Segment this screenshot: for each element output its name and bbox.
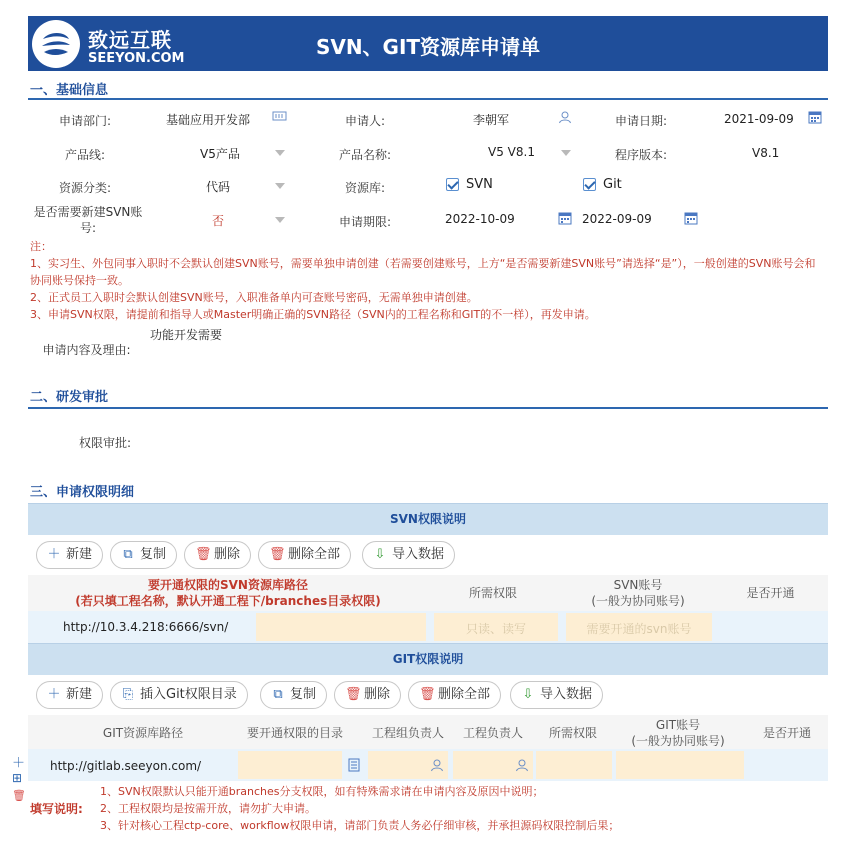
user-picker-icon[interactable] bbox=[430, 758, 444, 772]
git-import-label: 导入数据 bbox=[540, 687, 593, 702]
svn-perm-placeholder: 只读、读写 bbox=[465, 622, 526, 636]
period-end-field[interactable]: 2022-09-09 bbox=[582, 212, 652, 226]
svn-delete-label: 删除 bbox=[214, 547, 241, 562]
user-picker-icon[interactable] bbox=[515, 758, 529, 772]
git-account-header bbox=[613, 717, 743, 749]
reason-textarea[interactable]: 功能开发需要 bbox=[150, 328, 223, 342]
logo-text-cn: 致远互联 bbox=[88, 28, 172, 52]
git-group-owner-input[interactable] bbox=[368, 751, 448, 779]
git-dir-header: 要开通权限的目录 bbox=[246, 726, 343, 740]
svn-checkbox[interactable] bbox=[446, 178, 459, 191]
svn-account-placeholder: 需要开通的svn账号 bbox=[586, 622, 692, 636]
period-start-field[interactable]: 2022-10-09 bbox=[445, 212, 515, 226]
git-owner-input[interactable] bbox=[453, 751, 533, 779]
chevron-down-icon[interactable] bbox=[275, 150, 285, 156]
git-insert-dir-label: 插入Git权限目录 bbox=[140, 687, 237, 702]
trash-icon: 🗑 bbox=[195, 547, 212, 562]
git-delete-all-label: 删除全部 bbox=[438, 687, 491, 702]
page-title: SVN、GIT资源库申请单 bbox=[315, 35, 541, 59]
section-divider bbox=[28, 407, 828, 409]
trash-icon: 🗑 bbox=[345, 687, 362, 702]
date-field[interactable]: 2021-09-09 bbox=[724, 112, 794, 126]
category-select[interactable]: 代码 bbox=[206, 180, 231, 194]
git-perm-header: 所需权限 bbox=[548, 726, 597, 740]
svn-perm-select[interactable] bbox=[434, 613, 558, 641]
legend-label: 填写说明: bbox=[30, 802, 83, 816]
plus-icon: ＋ bbox=[47, 547, 61, 562]
svn-delete-all-button[interactable] bbox=[258, 541, 351, 569]
product-line-select[interactable]: V5产品 bbox=[200, 147, 240, 161]
svn-checkbox-label: SVN bbox=[466, 177, 493, 192]
svn-perm-header: 所需权限 bbox=[468, 586, 517, 600]
svn-import-button[interactable] bbox=[362, 541, 455, 569]
section-detail-title: 三、申请权限明细 bbox=[30, 485, 135, 500]
logo-text-en: SEEYON.COM bbox=[88, 51, 185, 66]
svn-account-header-line1: SVN账号 bbox=[613, 578, 663, 592]
git-new-button[interactable] bbox=[36, 681, 103, 709]
svn-band: SVN权限说明 bbox=[28, 503, 828, 535]
version-field: V8.1 bbox=[752, 146, 780, 160]
trash-all-icon: 🗑 bbox=[419, 687, 436, 702]
row-add-icon[interactable]: ＋ bbox=[12, 756, 26, 771]
applicant-label: 申请人: bbox=[344, 114, 386, 128]
calendar-icon[interactable] bbox=[808, 110, 822, 127]
row-insert-icon[interactable]: ⊞ bbox=[12, 771, 23, 785]
git-copy-button[interactable] bbox=[260, 681, 327, 709]
git-enabled-header: 是否开通 bbox=[762, 726, 811, 740]
dept-field[interactable]: 基础应用开发部 bbox=[166, 113, 251, 127]
new-svn-account-label: 是否需要新建SVN账号: bbox=[33, 205, 143, 235]
svn-delete-all-label: 删除全部 bbox=[288, 547, 341, 562]
version-label: 程序版本: bbox=[614, 148, 668, 162]
git-perm-select[interactable] bbox=[536, 751, 612, 779]
chevron-down-icon[interactable] bbox=[275, 183, 285, 189]
product-name-select[interactable]: V5 V8.1 bbox=[488, 145, 535, 159]
legend-line: 2、工程权限均是按需开放，请勿扩大申请。 bbox=[100, 802, 316, 815]
insert-icon: ⎘ bbox=[122, 687, 134, 702]
copy-icon: ⧉ bbox=[273, 687, 283, 702]
git-copy-label: 复制 bbox=[290, 687, 317, 702]
chevron-down-icon[interactable] bbox=[561, 150, 571, 156]
git-checkbox[interactable] bbox=[583, 178, 596, 191]
svn-path-header-line2: (若只填工程名称，默认开通工程下/branches目录权限) bbox=[75, 594, 381, 608]
svn-path-header bbox=[58, 577, 398, 609]
section-divider bbox=[28, 98, 828, 100]
note-line: 注： bbox=[30, 240, 52, 253]
svn-table-header bbox=[28, 575, 828, 611]
product-line-label: 产品线: bbox=[64, 148, 106, 162]
form-header bbox=[28, 16, 828, 71]
git-table-row bbox=[28, 749, 828, 781]
git-delete-label: 删除 bbox=[364, 687, 391, 702]
git-table-header bbox=[28, 715, 828, 749]
calendar-icon[interactable] bbox=[684, 211, 698, 228]
git-account-input[interactable] bbox=[616, 751, 744, 779]
directory-picker-icon[interactable] bbox=[348, 758, 360, 775]
note-line: 2、正式员工入职时会默认创建SVN账号，入职准备单内可查账号密码，无需单独申请创建。 bbox=[30, 291, 478, 304]
git-repo-cell[interactable]: http://gitlab.seeyon.com/ bbox=[50, 759, 202, 773]
section-basic-title: 一、基础信息 bbox=[30, 83, 109, 98]
legend-line: 3、针对核心工程ctp-core、workflow权限申请，请部门负责人务必仔细审核，并承担源码权限控制后果； bbox=[100, 819, 620, 832]
svn-path-header-line1: 要开通权限的SVN资源库路径 bbox=[148, 578, 308, 592]
legend-lines bbox=[100, 783, 619, 834]
git-checkbox-label: Git bbox=[603, 177, 622, 192]
git-new-label: 新建 bbox=[66, 687, 93, 702]
import-icon: ⇩ bbox=[522, 687, 534, 702]
dept-label: 申请部门: bbox=[58, 114, 112, 128]
svn-account-header bbox=[568, 577, 708, 609]
section-approval-title: 二、研发审批 bbox=[30, 390, 109, 405]
trash-all-icon: 🗑 bbox=[269, 547, 286, 562]
svn-table-row bbox=[28, 611, 828, 643]
period-label: 申请期限: bbox=[338, 215, 392, 229]
row-delete-icon[interactable]: 🗑 bbox=[12, 789, 26, 802]
git-insert-dir-button[interactable] bbox=[110, 681, 248, 709]
svn-copy-label: 复制 bbox=[140, 547, 167, 562]
git-delete-button[interactable] bbox=[334, 681, 401, 709]
git-import-button[interactable] bbox=[510, 681, 603, 709]
applicant-field[interactable]: 李朝军 bbox=[473, 113, 510, 127]
git-account-header-line2: (一般为协同账号) bbox=[631, 734, 725, 748]
date-label: 申请日期: bbox=[614, 114, 668, 128]
repo-label: 资源库: bbox=[344, 181, 386, 195]
notes-block bbox=[30, 238, 825, 323]
calendar-icon[interactable] bbox=[558, 211, 572, 228]
import-icon: ⇩ bbox=[374, 547, 386, 562]
category-label: 资源分类: bbox=[58, 181, 112, 195]
git-group-owner-header: 工程组负责人 bbox=[371, 726, 444, 740]
product-name-label: 产品名称: bbox=[338, 148, 392, 162]
git-account-header-line1: GIT账号 bbox=[655, 718, 701, 732]
new-svn-account-select[interactable]: 否 bbox=[212, 214, 225, 228]
legend-line: 1、SVN权限默认只能开通branches分支权限，如有特殊需求请在申请内容及原因中说明； bbox=[100, 785, 544, 798]
approve-label: 权限审批: bbox=[78, 436, 132, 450]
git-dir-input[interactable] bbox=[238, 751, 342, 779]
copy-icon: ⧉ bbox=[123, 547, 133, 562]
svn-enabled-header: 是否开通 bbox=[746, 586, 795, 600]
user-picker-icon[interactable] bbox=[558, 110, 572, 127]
svn-new-button[interactable] bbox=[36, 541, 103, 569]
chevron-down-icon[interactable] bbox=[275, 217, 285, 223]
git-repo-header: GIT资源库路径 bbox=[102, 726, 184, 740]
git-band: GIT权限说明 bbox=[28, 643, 828, 675]
git-owner-header: 工程负责人 bbox=[462, 726, 523, 740]
svn-account-header-line2: (一般为协同账号) bbox=[591, 594, 685, 608]
svn-new-label: 新建 bbox=[66, 547, 93, 562]
svn-subpath-input[interactable] bbox=[256, 613, 426, 641]
svn-delete-button[interactable] bbox=[184, 541, 251, 569]
org-picker-icon[interactable] bbox=[272, 110, 287, 125]
note-line: 3、申请SVN权限，请提前和指导人或Master明确正确的SVN路径（SVN内的工程名称和GIT的不一样），再发申请。 bbox=[30, 308, 596, 321]
reason-label: 申请内容及理由: bbox=[42, 343, 131, 357]
svn-import-label: 导入数据 bbox=[392, 547, 445, 562]
svn-copy-button[interactable] bbox=[110, 541, 177, 569]
svn-path-cell[interactable]: http://10.3.4.218:6666/svn/ bbox=[63, 620, 229, 634]
svn-account-input[interactable] bbox=[566, 613, 712, 641]
git-delete-all-button[interactable] bbox=[408, 681, 501, 709]
plus-icon: ＋ bbox=[47, 687, 61, 702]
note-line: 1、实习生、外包同事入职时不会默认创建SVN账号，需要单独申请创建（若需要创建账号，上方“是否需要新建SVN账号”请选择“是”），一般创建的SVN账号会和协同账号保持一致。 bbox=[30, 257, 816, 287]
